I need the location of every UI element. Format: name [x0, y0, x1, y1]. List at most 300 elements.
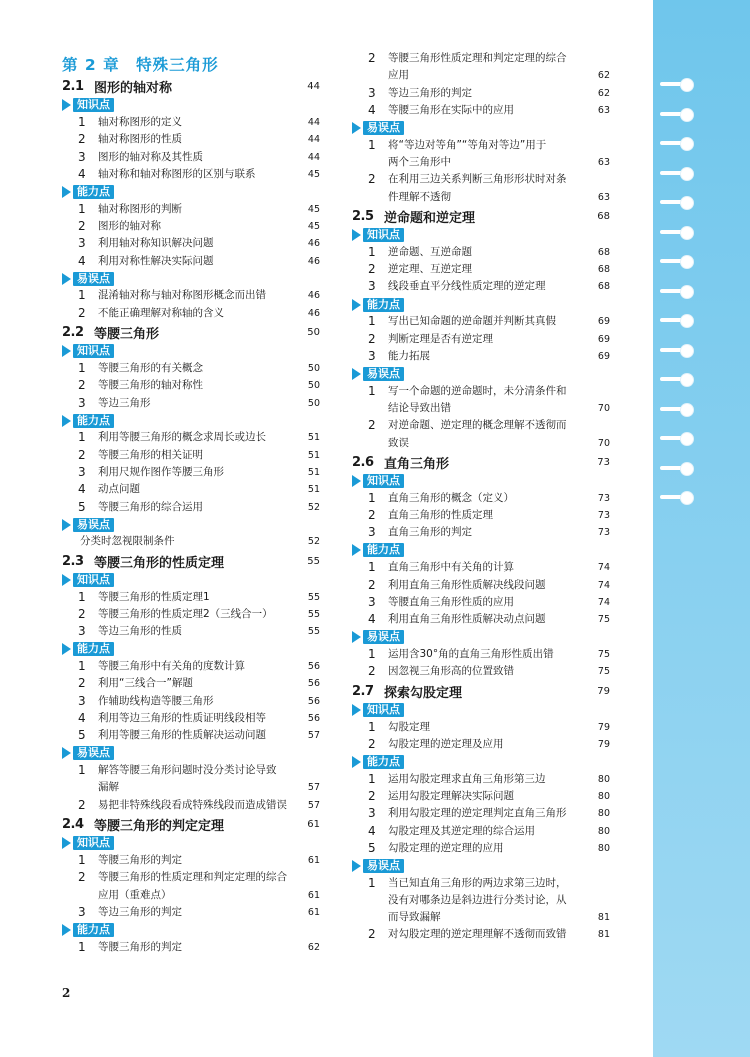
ring-hole [680, 285, 694, 299]
entry-number: 2 [78, 132, 86, 147]
toc-entry[interactable] [352, 719, 610, 736]
entry-text: 利用直角三角形性质解决动点问题 [388, 613, 546, 626]
entry-number: 4 [78, 253, 86, 268]
ring-hole [680, 462, 694, 476]
toc-right-column [352, 50, 610, 944]
entry-text: 利用直角三角形性质解决线段问题 [388, 578, 546, 591]
toc-entry[interactable] [352, 663, 610, 680]
entry-text-line: 两个三角形中 [388, 155, 451, 168]
toc-entry[interactable] [62, 395, 320, 412]
entry-number: 2 [368, 927, 376, 942]
entry-text-line: 解答等腰三角形问题时没分类讨论导致 [98, 764, 277, 777]
toc-entry[interactable] [62, 623, 320, 640]
triangle-icon [62, 519, 71, 531]
entry-text: 等腰三角形在实际中的应用 [388, 103, 514, 116]
entry-number: 1 [368, 875, 376, 890]
entry-text: 对勾股定理的逆定理理解不透彻而致错 [388, 928, 567, 941]
toc-entry[interactable] [62, 429, 320, 446]
entry-number: 1 [368, 771, 376, 786]
toc-entry[interactable] [352, 840, 610, 857]
ring-hole [680, 403, 694, 417]
section-number: 2.3 [62, 553, 84, 569]
toc-entry[interactable] [62, 869, 320, 904]
section-number: 2.7 [352, 683, 374, 699]
triangle-icon [352, 704, 361, 716]
category-label: 易误点 [73, 272, 114, 286]
entry-number: 2 [78, 378, 86, 393]
triangle-icon [352, 631, 361, 643]
entry-page: 63 [597, 156, 610, 168]
entry-page: 69 [597, 350, 610, 362]
entry-number: 2 [78, 305, 86, 320]
entry-text: 等边三角形 [98, 396, 151, 409]
entry-number: 3 [78, 464, 86, 479]
toc-entry[interactable] [352, 507, 610, 524]
entry-number: 5 [368, 840, 376, 855]
entry-number: 4 [368, 612, 376, 627]
entry-page: 62 [597, 87, 610, 99]
category-label: 能力点 [73, 642, 114, 656]
entry-text: 运用勾股定理解决实际问题 [388, 789, 514, 802]
entry-number: 2 [368, 172, 376, 187]
toc-entry[interactable] [62, 499, 320, 516]
entry-number: 2 [78, 218, 86, 233]
entry-number: 4 [368, 102, 376, 117]
entry-page: 70 [597, 402, 610, 414]
toc-entry[interactable] [62, 675, 320, 692]
entry-page: 56 [307, 661, 320, 673]
toc-entry[interactable] [352, 102, 610, 119]
entry-text: 等腰三角形的性质定理1 [98, 590, 210, 603]
entry-number: 3 [78, 395, 86, 410]
binder-ring-icon [660, 403, 694, 417]
toc-entry[interactable] [62, 533, 320, 550]
binder-ring-icon [660, 255, 694, 269]
triangle-icon [352, 122, 361, 134]
binder-ring-icon [660, 432, 694, 446]
entry-text: 等腰三角形的判定 [98, 853, 182, 866]
toc-entry[interactable] [352, 805, 610, 822]
section-heading[interactable] [62, 815, 320, 835]
entry-page: 52 [307, 501, 320, 513]
entry-text: 等腰三角形的有关概念 [98, 361, 203, 374]
toc-entry[interactable] [352, 261, 610, 278]
entry-number: 1 [368, 646, 376, 661]
entry-text-line: 结论导致出错 [388, 401, 451, 414]
entry-text-line: 将“等边对等角”“等角对等边”用于 [388, 138, 547, 151]
toc-entry[interactable] [62, 589, 320, 606]
toc-entry[interactable] [62, 481, 320, 498]
category-label: 易误点 [363, 859, 404, 873]
category-label: 能力点 [73, 414, 114, 428]
category-label: 能力点 [363, 543, 404, 557]
toc-entry[interactable] [352, 244, 610, 261]
category-tag [352, 226, 610, 244]
entry-number: 1 [78, 939, 86, 954]
toc-entry[interactable] [352, 771, 610, 788]
entry-page: 80 [597, 808, 610, 820]
category-label: 知识点 [73, 98, 114, 112]
toc-entry[interactable] [352, 611, 610, 628]
entry-number: 3 [78, 904, 86, 919]
category-label: 知识点 [73, 344, 114, 358]
binder-ring-icon [660, 491, 694, 505]
entry-page: 55 [307, 591, 320, 603]
entry-page: 51 [307, 484, 320, 496]
toc-entry[interactable] [62, 762, 320, 797]
category-tag [352, 542, 610, 560]
entry-page: 69 [597, 333, 610, 345]
toc-entry[interactable] [62, 131, 320, 148]
section-title: 探索勾股定理 [384, 685, 463, 701]
category-label: 能力点 [363, 755, 404, 769]
entry-number: 2 [368, 736, 376, 751]
toc-entry[interactable] [62, 305, 320, 322]
section-number: 2.1 [62, 79, 84, 95]
binder-ring-icon [660, 285, 694, 299]
entry-page: 51 [307, 432, 320, 444]
entry-page: 46 [307, 238, 320, 250]
entry-text [98, 762, 298, 797]
entry-page: 55 [307, 608, 320, 620]
entry-number: 3 [78, 149, 86, 164]
entry-text: 直角三角形的概念（定义） [388, 491, 514, 504]
binder-ring-icon [660, 167, 694, 181]
category-tag [62, 270, 320, 288]
category-label: 能力点 [73, 923, 114, 937]
ring-hole [680, 432, 694, 446]
binder-ring-icon [660, 462, 694, 476]
toc-entry[interactable] [62, 114, 320, 131]
entry-number: 2 [78, 676, 86, 691]
entry-text: 逆命题、互逆命题 [388, 245, 472, 258]
entry-number: 2 [78, 870, 86, 885]
entry-number: 1 [368, 314, 376, 329]
toc-entry[interactable] [352, 331, 610, 348]
entry-text: 利用尺规作图作等腰三角形 [98, 465, 224, 478]
entry-page: 73 [597, 527, 610, 539]
toc-entry[interactable] [62, 287, 320, 304]
toc-entry[interactable] [62, 797, 320, 814]
section-title: 图形的轴对称 [94, 81, 173, 97]
category-label: 易误点 [73, 746, 114, 760]
entry-page: 57 [307, 799, 320, 811]
entry-page: 52 [307, 536, 320, 548]
entry-page: 70 [597, 437, 610, 449]
ring-hole [680, 491, 694, 505]
triangle-icon [62, 345, 71, 357]
binder-ring-icon [660, 226, 694, 240]
entry-number: 3 [368, 348, 376, 363]
category-label: 易误点 [363, 367, 404, 381]
entry-text: 等边三角形的判定 [388, 86, 472, 99]
entry-text: 判断定理是否有逆定理 [388, 332, 493, 345]
section-page: 73 [597, 457, 610, 469]
entry-page: 74 [597, 562, 610, 574]
entry-text: 利用“三线合一”解题 [98, 677, 193, 690]
entry-text: 勾股定理及其逆定理的综合运用 [388, 824, 535, 837]
binder-ring-icon [660, 373, 694, 387]
section-number: 2.4 [62, 817, 84, 833]
entry-page: 50 [307, 380, 320, 392]
toc-entry[interactable] [352, 736, 610, 753]
binder-ring-icon [660, 196, 694, 210]
toc-entry[interactable] [62, 235, 320, 252]
section-page: 68 [597, 211, 610, 223]
entry-text: 利用轴对称知识解决问题 [98, 237, 214, 250]
section-title: 等腰三角形 [94, 327, 160, 343]
toc-entry[interactable] [62, 904, 320, 921]
entry-text: 作辅助线构造等腰三角形 [98, 694, 214, 707]
entry-text: 混淆轴对称与轴对称图形概念而出错 [98, 289, 266, 302]
section-heading[interactable] [62, 323, 320, 343]
section-heading[interactable] [352, 682, 610, 702]
entry-page: 74 [597, 579, 610, 591]
entry-number: 1 [368, 137, 376, 152]
category-label: 能力点 [73, 185, 114, 199]
entry-page: 79 [597, 738, 610, 750]
entry-page: 50 [307, 362, 320, 374]
entry-number: 5 [78, 499, 86, 514]
entry-number: 1 [368, 244, 376, 259]
toc-entry[interactable] [352, 137, 610, 172]
entry-text-line: 对逆命题、逆定理的概念理解不透彻而 [388, 419, 567, 432]
toc-entry[interactable] [62, 253, 320, 270]
toc-entry[interactable] [62, 447, 320, 464]
toc-entry[interactable] [62, 201, 320, 218]
binder-edge-strip [653, 0, 750, 1057]
category-tag [352, 701, 610, 719]
entry-text: 动点问题 [98, 483, 140, 496]
category-tag [62, 571, 320, 589]
binder-ring-icon [660, 314, 694, 328]
toc-entry[interactable] [352, 171, 610, 206]
toc-entry[interactable] [62, 606, 320, 623]
toc-entry[interactable] [352, 594, 610, 611]
toc-entry[interactable] [62, 658, 320, 675]
entry-text: 勾股定理 [388, 720, 430, 733]
binder-ring-icon [660, 137, 694, 151]
entry-text [98, 869, 298, 904]
toc-entry[interactable] [352, 823, 610, 840]
section-heading[interactable] [352, 207, 610, 227]
toc-entry[interactable] [352, 383, 610, 418]
toc-entry[interactable] [352, 646, 610, 663]
entry-number: 1 [78, 360, 86, 375]
toc-entry[interactable] [62, 727, 320, 744]
binder-ring-icon [660, 108, 694, 122]
category-tag [352, 296, 610, 314]
entry-page: 74 [597, 596, 610, 608]
triangle-icon [352, 368, 361, 380]
toc-entry[interactable] [352, 559, 610, 576]
category-tag [62, 183, 320, 201]
toc-entry[interactable] [62, 166, 320, 183]
toc-left-column [62, 50, 320, 956]
category-tag [352, 857, 610, 875]
entry-text: 等腰直角三角形性质的应用 [388, 595, 514, 608]
ring-hole [680, 108, 694, 122]
section-title: 等腰三角形的判定定理 [94, 819, 225, 835]
category-label: 知识点 [73, 573, 114, 587]
triangle-icon [352, 475, 361, 487]
category-tag [62, 641, 320, 659]
triangle-icon [62, 415, 71, 427]
entry-number: 1 [368, 490, 376, 505]
entry-number: 2 [368, 664, 376, 679]
toc-entry[interactable] [352, 348, 610, 365]
entry-page: 62 [597, 70, 610, 82]
category-label: 知识点 [73, 836, 114, 850]
triangle-icon [352, 860, 361, 872]
toc-entry[interactable] [62, 693, 320, 710]
triangle-icon [62, 924, 71, 936]
entry-number: 2 [78, 447, 86, 462]
entry-page: 63 [597, 191, 610, 203]
entry-text-line: 当已知直角三角形的两边求第三边时， [388, 876, 567, 889]
section-page: 50 [307, 327, 320, 339]
entry-number: 3 [368, 525, 376, 540]
section-title: 直角三角形 [384, 457, 450, 473]
category-tag [62, 921, 320, 939]
entry-text: 等腰三角形的判定 [98, 940, 182, 953]
entry-text-line: 没有对哪条边是斜边进行分类讨论，从 [388, 893, 567, 906]
entry-text-line: 写一个命题的逆命题时，未分清条件和 [388, 384, 567, 397]
binder-ring-icon [660, 78, 694, 92]
ring-hole [680, 226, 694, 240]
entry-page: 75 [597, 614, 610, 626]
entry-text: 等腰三角形中有关角的度数计算 [98, 660, 245, 673]
category-label: 知识点 [363, 228, 404, 242]
triangle-icon [62, 574, 71, 586]
triangle-icon [62, 186, 71, 198]
entry-number: 1 [78, 852, 86, 867]
entry-page: 68 [597, 264, 610, 276]
ring-hole [680, 344, 694, 358]
entry-number: 2 [78, 606, 86, 621]
entry-text: 等边三角形的判定 [98, 905, 182, 918]
entry-number: 4 [78, 482, 86, 497]
triangle-icon [352, 544, 361, 556]
entry-page: 51 [307, 466, 320, 478]
triangle-icon [62, 273, 71, 285]
toc-entry[interactable] [62, 377, 320, 394]
entry-number: 4 [368, 823, 376, 838]
entry-text [388, 50, 588, 85]
entry-text: 利用勾股定理的逆定理判定直角三角形 [388, 807, 567, 820]
category-tag [62, 412, 320, 430]
toc-entry[interactable] [352, 85, 610, 102]
toc-entry[interactable] [352, 875, 610, 927]
triangle-icon [352, 229, 361, 241]
entry-page: 45 [307, 203, 320, 215]
ring-hole [680, 314, 694, 328]
entry-text: 轴对称和轴对称图形的区别与联系 [98, 167, 256, 180]
section-number: 2.2 [62, 325, 84, 341]
category-label: 知识点 [363, 474, 404, 488]
entry-number: 1 [78, 659, 86, 674]
toc-entry[interactable] [352, 313, 610, 330]
triangle-icon [62, 99, 71, 111]
entry-text: 分类时忽视限制条件 [80, 535, 175, 548]
entry-page: 44 [307, 117, 320, 128]
section-heading[interactable] [62, 77, 320, 97]
entry-number: 3 [78, 693, 86, 708]
entry-number: 5 [78, 728, 86, 743]
binder-ring-icon [660, 344, 694, 358]
entry-number: 1 [78, 763, 86, 778]
category-tag [352, 119, 610, 137]
toc-entry[interactable] [352, 490, 610, 507]
entry-number: 4 [78, 710, 86, 725]
category-tag [62, 834, 320, 852]
category-tag [352, 628, 610, 646]
toc-entry[interactable] [352, 524, 610, 541]
entry-text [388, 383, 588, 418]
entry-number: 3 [368, 806, 376, 821]
category-tag [352, 472, 610, 490]
entry-page: 56 [307, 695, 320, 707]
entry-text: 运用勾股定理求直角三角形第三边 [388, 772, 546, 785]
toc-entry[interactable] [62, 939, 320, 956]
entry-text: 因忽视三角形高的位置致错 [388, 665, 514, 678]
entry-page: 45 [307, 168, 320, 180]
toc-entry[interactable] [62, 360, 320, 377]
entry-number: 3 [368, 85, 376, 100]
entry-page: 51 [307, 449, 320, 461]
toc-entry[interactable] [352, 788, 610, 805]
entry-page: 61 [307, 906, 320, 918]
entry-text: 轴对称图形的性质 [98, 133, 182, 146]
section-heading[interactable] [62, 552, 320, 572]
entry-text: 利用对称性解决实际问题 [98, 254, 214, 267]
entry-text: 写出已知命题的逆命题并判断其真假 [388, 315, 556, 328]
entry-text: 等腰三角形的综合运用 [98, 500, 203, 513]
entry-text: 运用含30°角的直角三角形性质出错 [388, 647, 554, 660]
entry-text: 等腰三角形的性质定理2（三线合一） [98, 607, 273, 620]
toc-entry[interactable] [62, 852, 320, 869]
entry-text-line: 应用 [388, 69, 409, 82]
entry-page: 75 [597, 666, 610, 678]
ring-hole [680, 373, 694, 387]
triangle-icon [62, 837, 71, 849]
section-heading[interactable] [352, 453, 610, 473]
toc-entry[interactable] [62, 218, 320, 235]
entry-number: 1 [78, 430, 86, 445]
entry-number: 2 [368, 418, 376, 433]
entry-text: 直角三角形中有关角的计算 [388, 561, 514, 574]
section-title: 逆命题和逆定理 [384, 211, 476, 227]
entry-text: 直角三角形的性质定理 [388, 509, 493, 522]
toc-entry[interactable] [352, 50, 610, 85]
toc-entry[interactable] [352, 278, 610, 295]
toc-entry[interactable] [352, 577, 610, 594]
chapter-title: 第 2 章 特殊三角形 [62, 56, 219, 74]
entry-page: 46 [307, 255, 320, 267]
category-tag [62, 97, 320, 115]
entry-text: 逆定理、互逆定理 [388, 263, 472, 276]
entry-page: 63 [597, 104, 610, 116]
toc-entry[interactable] [62, 464, 320, 481]
entry-page: 46 [307, 290, 320, 302]
entry-text: 易把非特殊线段看成特殊线段而造成错误 [98, 798, 287, 811]
entry-page: 50 [307, 397, 320, 409]
toc-entry[interactable] [352, 417, 610, 452]
toc-entry[interactable] [62, 710, 320, 727]
toc-entry[interactable] [352, 926, 610, 943]
entry-page: 56 [307, 678, 320, 690]
toc-entry[interactable] [62, 149, 320, 166]
